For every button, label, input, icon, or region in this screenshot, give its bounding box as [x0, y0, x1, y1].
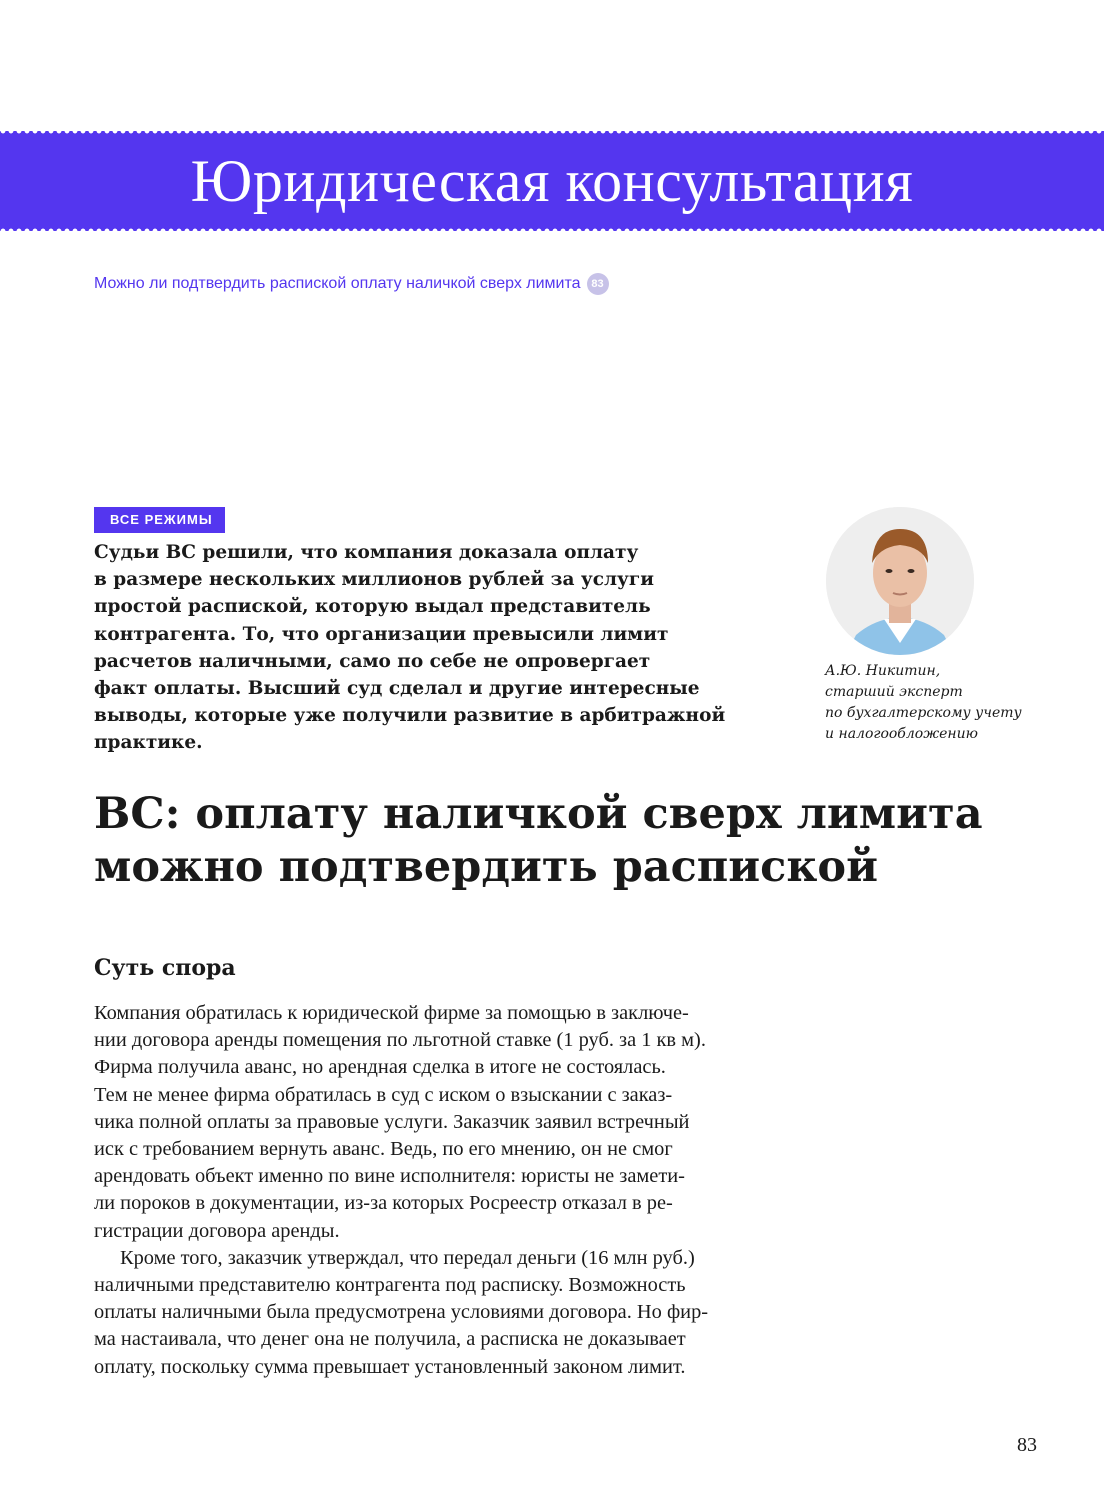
body-line: ли пороков в документации, из-за которых Росреестр отказал в ре- — [94, 1192, 673, 1215]
body-line: Компания обратилась к юридической фирме за помощью в заключе- — [94, 1002, 689, 1024]
body-line: Фирма получила аванс, но арендная сделка в итоге не состоялась. — [94, 1056, 666, 1079]
author-title-line: старший эксперт — [825, 684, 963, 700]
lead-line: выводы, которые уже получили развитие в арбитражной — [94, 705, 726, 727]
section-title: Юридическая консультация — [190, 148, 914, 214]
body-line: гистрации договора аренды. — [94, 1219, 340, 1242]
headline-line: можно подтвердить распиской — [94, 842, 878, 892]
section-heading: Суть спора — [94, 955, 236, 981]
author-title-line: и налогообложению — [825, 726, 978, 742]
body-line: оплату, поскольку сумма превышает установленный законом лимит. — [94, 1355, 686, 1378]
author-photo — [826, 507, 974, 655]
page-number: 83 — [1017, 1434, 1037, 1456]
body-line: чика полной оплаты за правовые услуги. Заказчик заявил встречный — [94, 1110, 690, 1133]
lead-line: расчетов наличными, само по себе не опровергает — [94, 650, 651, 672]
lead-line: Судьи ВС решили, что компания доказала оплату — [94, 542, 639, 563]
body-line: нии договора аренды помещения по льготной ставке (1 руб. за 1 кв м). — [94, 1029, 706, 1052]
lead-paragraph — [94, 539, 784, 757]
headline-line: ВС: оплату наличкой сверх лимита — [94, 789, 983, 839]
article-body — [94, 1000, 774, 1381]
body-line: Тем не менее фирма обратилась в суд с иском о взыскании с заказ- — [94, 1083, 673, 1106]
lead-line: факт оплаты. Высший суд сделал и другие интересные — [94, 678, 700, 700]
author-caption — [825, 661, 1055, 745]
body-line: Кроме того, заказчик утверждал, что передал деньги (16 млн руб.) — [120, 1246, 695, 1269]
lead-line: в размере нескольких миллионов рублей за услуги — [94, 569, 654, 591]
lead-line: простой распиской, которую выдал представитель — [94, 596, 651, 618]
category-tag: ВСЕ РЕЖИМЫ — [94, 507, 225, 533]
author-portrait-illustration — [826, 507, 974, 655]
section-banner — [0, 131, 1104, 231]
paragraph — [94, 1245, 774, 1381]
body-line: иск с требованием вернуть аванс. Ведь, по его мнению, он не смог — [94, 1138, 673, 1161]
toc-link-text: Можно ли подтвердить распиской оплату наличкой сверх лимита — [94, 275, 581, 292]
article-headline — [94, 788, 1084, 894]
lead-line: контрагента. То, что организации превысили лимит — [94, 623, 669, 645]
paragraph — [94, 1000, 774, 1245]
body-line: наличными представителю контрагента под расписку. Возможность — [94, 1274, 686, 1297]
author-title-line: по бухгалтерскому учету — [825, 705, 1022, 721]
lead-line: практике. — [94, 732, 203, 754]
author-name: А.Ю. Никитин, — [825, 663, 941, 679]
body-line: оплаты наличными была предусмотрена условиями договора. Но фир- — [94, 1301, 709, 1324]
body-line: ма настаивала, что денег она не получила, а расписка не доказывает — [94, 1328, 686, 1351]
body-line: арендовать объект именно по вине исполнителя: юристы не замети- — [94, 1165, 685, 1188]
toc-link[interactable] — [94, 273, 609, 295]
toc-page-badge: 83 — [587, 273, 609, 295]
